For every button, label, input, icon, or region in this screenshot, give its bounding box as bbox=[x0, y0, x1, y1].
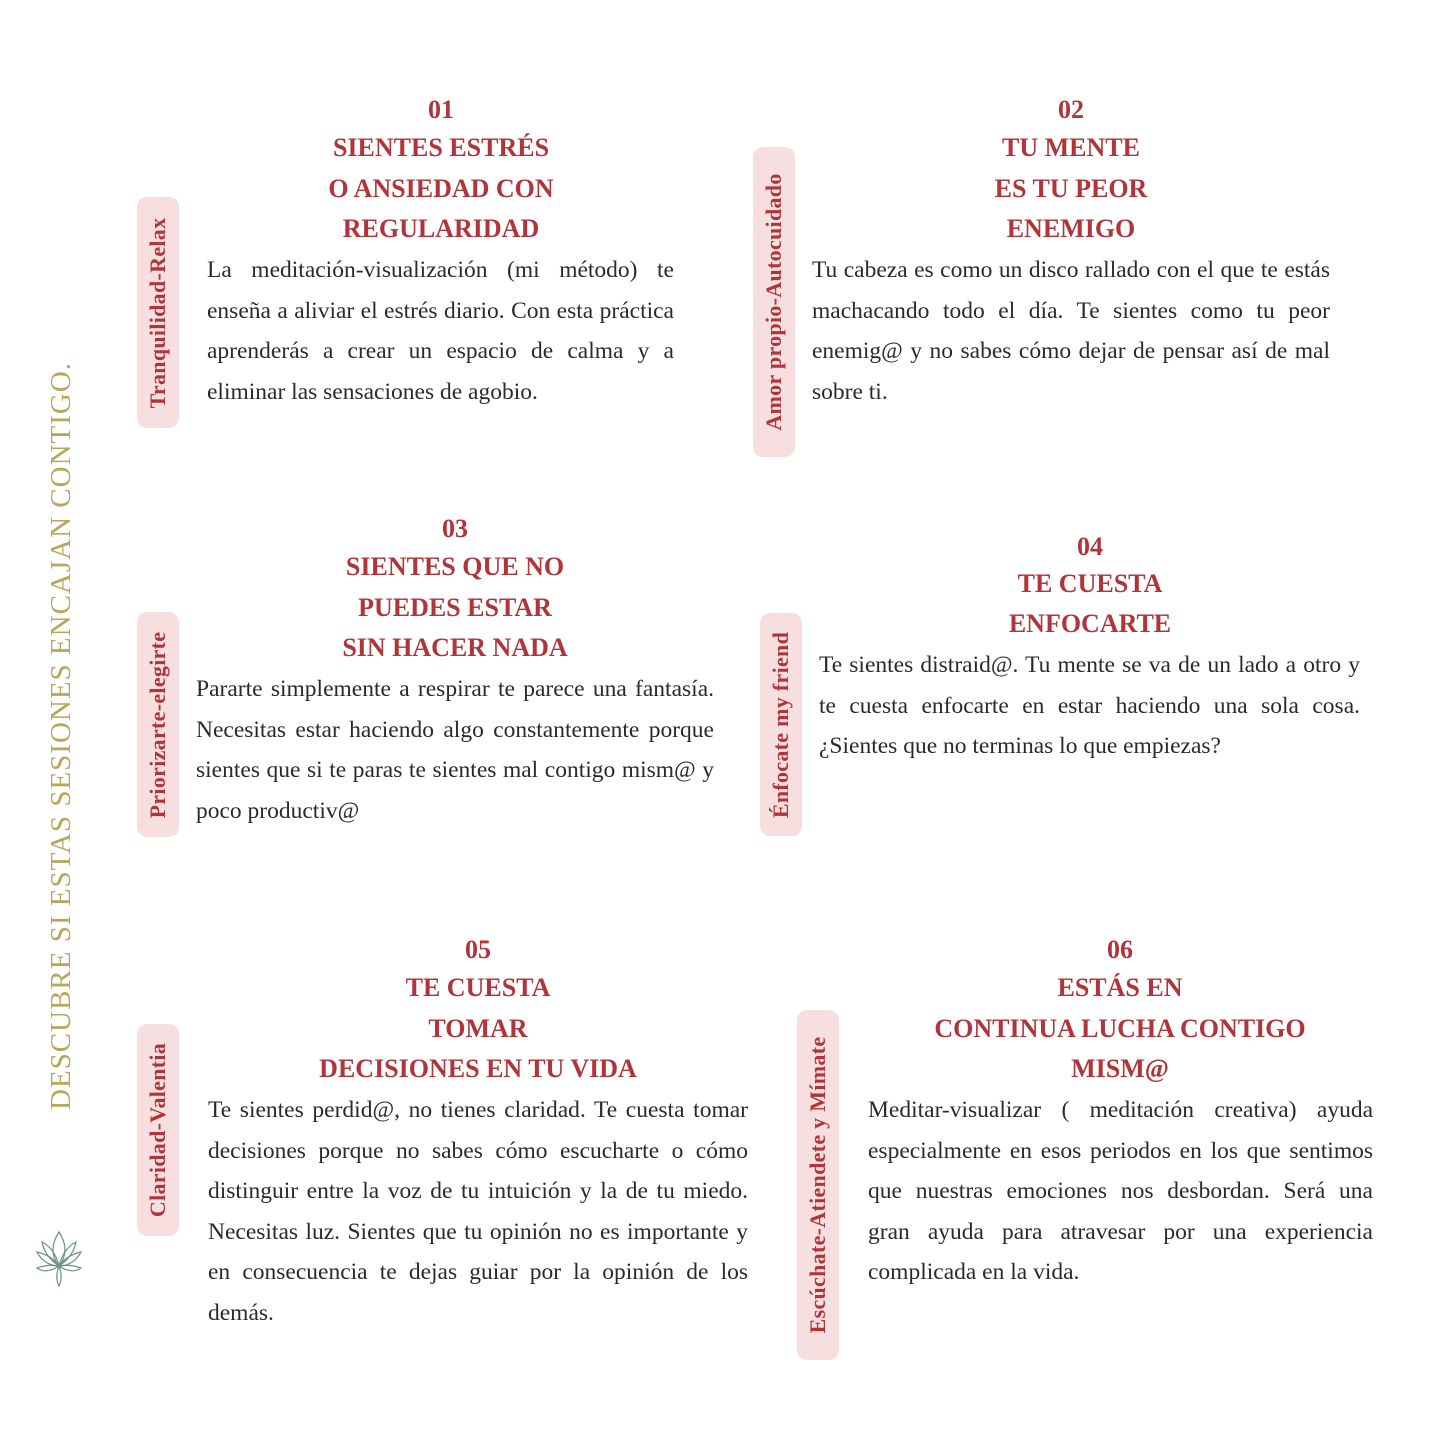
card-title: SIENTES QUE NO PUEDES ESTAR SIN HACER NADA bbox=[342, 552, 568, 662]
card-text: Meditar-visualizar ( meditación creativa) ayuda especialmente en esos periodos en los que sentimos que nuestras emociones nos desbordan. Será una gran ayuda para atravesar por una experiencia complicada en la vida. bbox=[868, 1097, 1373, 1286]
card-title: TE CUESTA TOMAR DECISIONES EN TU VIDA bbox=[319, 973, 637, 1083]
card-number: 01 bbox=[428, 95, 454, 124]
tag-label: Amor propio-Autocuidado bbox=[761, 173, 786, 431]
card-text: Te sientes distraid@. Tu mente se va de un lado a otro y te cuesta enfocarte en estar haciendo una sola cosa. ¿Sientes que no terminas lo que empiezas? bbox=[819, 652, 1360, 760]
card-text: Tu cabeza es como un disco rallado con el que te estás machacando todo el día. Te sientes como tu peor enemig@ y no sabes cómo dejar de pensar así de mal sobre ti. bbox=[812, 257, 1330, 405]
tag-label: Claridad-Valentia bbox=[145, 1042, 170, 1218]
card-number: 02 bbox=[1058, 95, 1084, 124]
card-number: 03 bbox=[442, 514, 468, 543]
card-title: SIENTES ESTRÉS O ANSIEDAD CON REGULARIDAD bbox=[328, 133, 554, 243]
card-title: ESTÁS EN CONTINUA LUCHA CONTIGO MISM@ bbox=[934, 973, 1306, 1083]
card-text: Pararte simplemente a respirar te parece una fantasía. Necesitas estar haciendo algo constantemente porque sientes que si te paras te sientes mal contigo mism@ y poco productiv@ bbox=[196, 676, 714, 824]
card-number: 06 bbox=[1107, 935, 1133, 964]
page-title: DESCUBRE SI ESTAS SESIONES ENCAJAN CONTIGO. bbox=[45, 361, 77, 1110]
card-number: 04 bbox=[1077, 532, 1103, 561]
tag-label: Tranquilidad-Relax bbox=[145, 217, 170, 408]
tag-badge bbox=[797, 1010, 839, 1360]
card-text: Te sientes perdid@, no tienes claridad. Te cuesta tomar decisiones porque no sabes cómo escucharte o cómo distinguir entre la voz de tu intuición y la de tu miedo. Necesitas luz. Sientes que tu opinión no es importante y en consecuencia te dejas guiar por la opinión de los demás. bbox=[208, 1097, 748, 1326]
tag-label: Priorizarte-elegirte bbox=[145, 631, 170, 818]
tag-badge bbox=[753, 147, 795, 457]
tag-label: Escúchate-Atiendete y Mímate bbox=[805, 1036, 830, 1334]
card-text: La meditación-visualización (mi método) te enseña a aliviar el estrés diario. Con esta práctica aprenderás a crear un espacio de calma y a eliminar las sensaciones de agobio. bbox=[207, 257, 674, 405]
tag-label: Énfocate my friend bbox=[768, 631, 793, 818]
card-title: TU MENTE ES TU PEOR ENEMIGO bbox=[994, 133, 1148, 243]
tag-badge bbox=[760, 613, 802, 836]
card-number: 05 bbox=[465, 935, 491, 964]
tag-badge bbox=[137, 612, 179, 837]
tag-badge bbox=[137, 197, 179, 428]
lotus-icon bbox=[36, 1226, 82, 1288]
card-title: TE CUESTA ENFOCARTE bbox=[1008, 569, 1172, 638]
tag-badge bbox=[137, 1024, 179, 1236]
